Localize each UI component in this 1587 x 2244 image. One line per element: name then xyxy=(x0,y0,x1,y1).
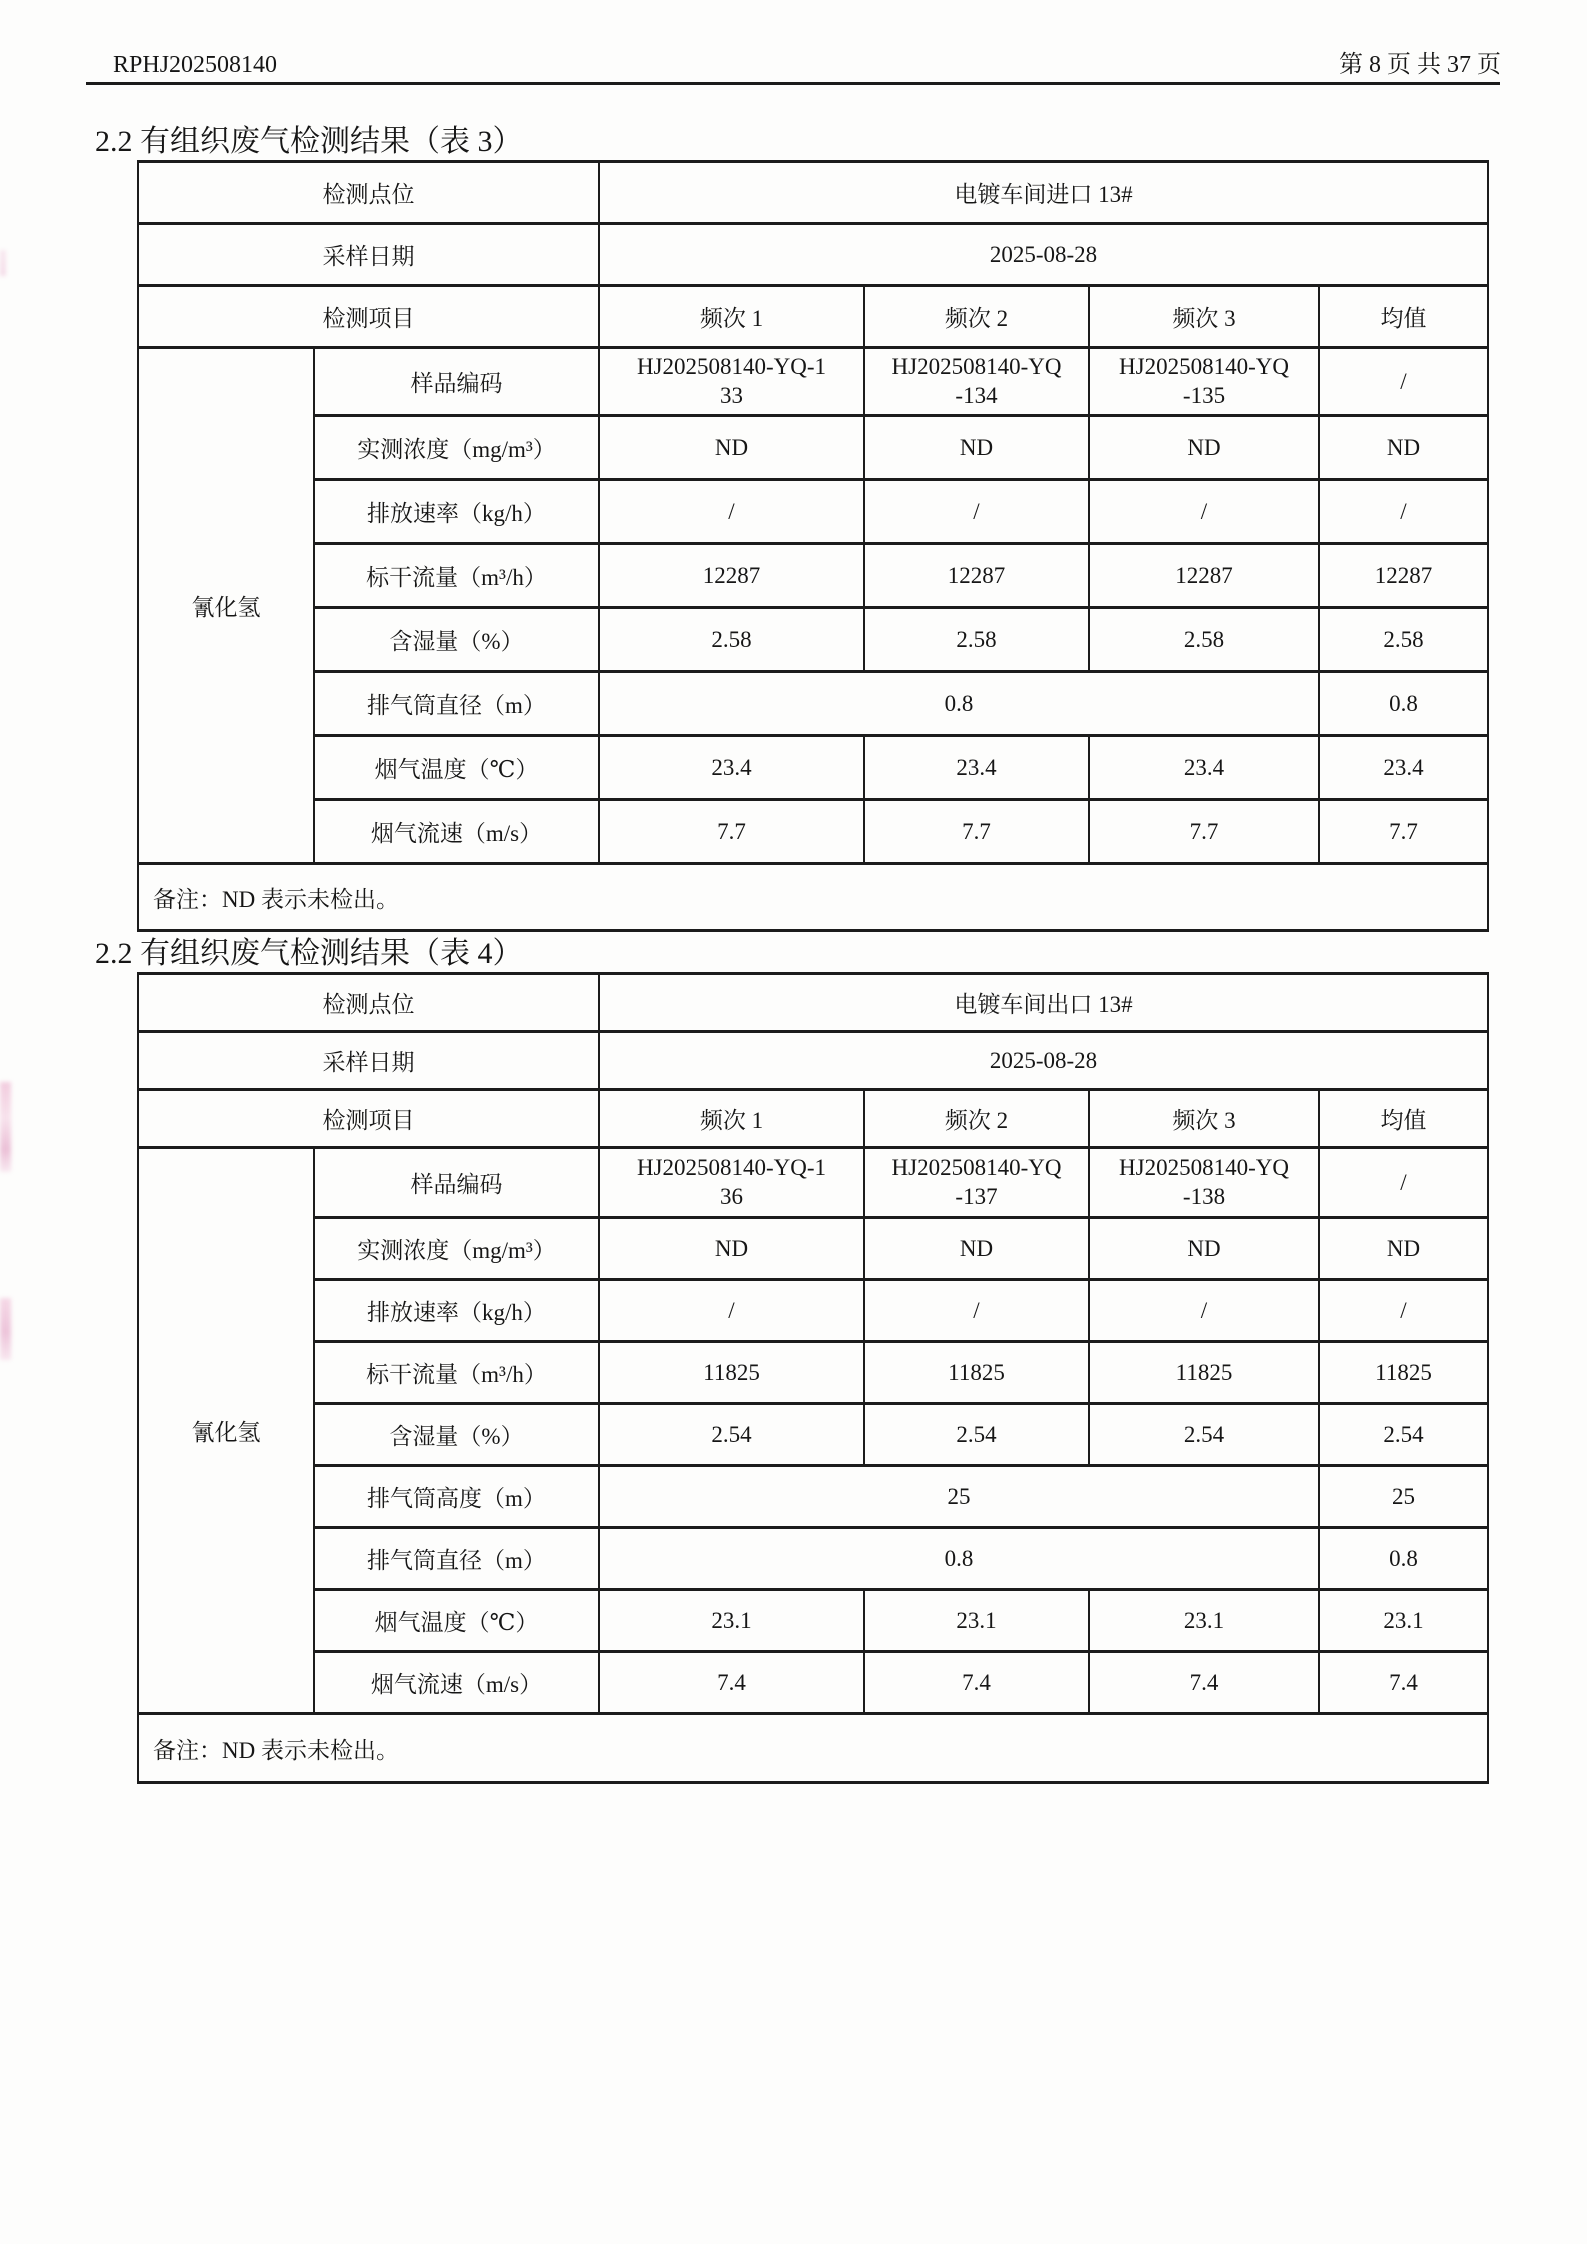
avg-value-cell: 7.7 xyxy=(1319,800,1488,864)
value-cell: / xyxy=(1089,480,1319,544)
value-cell xyxy=(864,348,1089,416)
param-label: 实测浓度（mg/m³） xyxy=(314,416,599,480)
group-label: 氰化氢 xyxy=(138,1148,314,1714)
param-label: 样品编码 xyxy=(314,348,599,416)
point-value: 电镀车间出口 13# xyxy=(599,974,1488,1032)
param-label: 排气筒直径（m） xyxy=(314,672,599,736)
param-label: 烟气温度（℃） xyxy=(314,736,599,800)
date-value: 2025-08-28 xyxy=(599,1032,1488,1090)
value-cell: 12287 xyxy=(864,544,1089,608)
param-row xyxy=(138,1342,1488,1404)
avg-value-cell: 25 xyxy=(1319,1466,1488,1528)
param-label: 烟气温度（℃） xyxy=(314,1590,599,1652)
param-label: 排气筒直径（m） xyxy=(314,1528,599,1590)
table-note: 备注：ND 表示未检出。 xyxy=(138,1714,1488,1783)
avg-value-cell: ND xyxy=(1319,1218,1488,1280)
value-cell: 2.58 xyxy=(599,608,864,672)
date-row xyxy=(138,1032,1488,1090)
row-label: 采样日期 xyxy=(138,224,599,286)
value-cell xyxy=(1089,1148,1319,1218)
value-cell: 7.7 xyxy=(1089,800,1319,864)
value-cell: ND xyxy=(599,416,864,480)
row-label: 检测点位 xyxy=(138,162,599,224)
value-cell: 2.58 xyxy=(864,608,1089,672)
freq-header: 频次 1 xyxy=(599,286,864,348)
value-cell xyxy=(1089,348,1319,416)
avg-value-cell: / xyxy=(1319,1148,1488,1218)
date-value: 2025-08-28 xyxy=(599,224,1488,286)
merged-value-cell: 0.8 xyxy=(599,1528,1319,1590)
param-row xyxy=(138,608,1488,672)
value-cell: 23.4 xyxy=(599,736,864,800)
sample-code: HJ202508140-YQ-133 xyxy=(636,353,827,408)
param-row xyxy=(138,1528,1488,1590)
param-row xyxy=(138,544,1488,608)
value-cell: 12287 xyxy=(599,544,864,608)
param-label: 含湿量（%） xyxy=(314,1404,599,1466)
value-cell: ND xyxy=(1089,416,1319,480)
avg-value-cell: 0.8 xyxy=(1319,1528,1488,1590)
freq-header: 频次 3 xyxy=(1089,1090,1319,1148)
sample-code: HJ202508140-YQ-134 xyxy=(891,353,1062,408)
value-cell: 2.54 xyxy=(1089,1404,1319,1466)
value-cell: 23.1 xyxy=(599,1590,864,1652)
avg-value-cell: 23.1 xyxy=(1319,1590,1488,1652)
value-cell: 7.7 xyxy=(864,800,1089,864)
date-row xyxy=(138,224,1488,286)
param-row xyxy=(138,1148,1488,1218)
value-cell xyxy=(599,348,864,416)
param-row xyxy=(138,800,1488,864)
freq-header: 频次 1 xyxy=(599,1090,864,1148)
value-cell: 23.4 xyxy=(864,736,1089,800)
monitoring-table-3 xyxy=(137,160,1489,932)
avg-header: 均值 xyxy=(1319,1090,1488,1148)
value-cell: 12287 xyxy=(1089,544,1319,608)
scan-artifact xyxy=(0,250,6,276)
value-cell: / xyxy=(864,1280,1089,1342)
value-cell: 2.54 xyxy=(599,1404,864,1466)
point-value: 电镀车间进口 13# xyxy=(599,162,1488,224)
group-label: 氰化氢 xyxy=(138,348,314,864)
scan-artifact xyxy=(0,1298,11,1360)
avg-header: 均值 xyxy=(1319,286,1488,348)
row-label: 检测项目 xyxy=(138,1090,599,1148)
value-cell: 11825 xyxy=(1089,1342,1319,1404)
header-rule xyxy=(86,82,1500,85)
value-cell: 7.4 xyxy=(864,1652,1089,1714)
param-row xyxy=(138,480,1488,544)
avg-value-cell: 23.4 xyxy=(1319,736,1488,800)
table-note: 备注：ND 表示未检出。 xyxy=(138,864,1488,931)
doc-number: RPHJ202508140 xyxy=(113,52,278,78)
freq-header: 频次 2 xyxy=(864,286,1089,348)
avg-value-cell: 7.4 xyxy=(1319,1652,1488,1714)
param-row xyxy=(138,1652,1488,1714)
value-cell xyxy=(599,1148,864,1218)
avg-value-cell: / xyxy=(1319,1280,1488,1342)
value-cell: 2.58 xyxy=(1089,608,1319,672)
merged-value-cell: 25 xyxy=(599,1466,1319,1528)
page-header xyxy=(113,44,1501,79)
sample-code: HJ202508140-YQ-136 xyxy=(636,1154,827,1209)
param-label: 实测浓度（mg/m³） xyxy=(314,1218,599,1280)
page-indicator: 第 8 页 共 37 页 xyxy=(1339,52,1501,78)
value-cell: 7.7 xyxy=(599,800,864,864)
value-cell: 23.4 xyxy=(1089,736,1319,800)
param-label: 排放速率（kg/h） xyxy=(314,1280,599,1342)
value-cell: 23.1 xyxy=(864,1590,1089,1652)
value-cell: ND xyxy=(864,1218,1089,1280)
merged-value-cell: 0.8 xyxy=(599,672,1319,736)
row-label: 检测点位 xyxy=(138,974,599,1032)
sample-code: HJ202508140-YQ-138 xyxy=(1119,1154,1289,1209)
value-cell: ND xyxy=(1089,1218,1319,1280)
param-label: 排放速率（kg/h） xyxy=(314,480,599,544)
param-row xyxy=(138,1280,1488,1342)
param-label: 烟气流速（m/s） xyxy=(314,1652,599,1714)
scan-artifact xyxy=(0,1082,11,1172)
freq-header: 频次 2 xyxy=(864,1090,1089,1148)
value-cell: / xyxy=(599,480,864,544)
value-cell: 11825 xyxy=(599,1342,864,1404)
value-cell: 7.4 xyxy=(599,1652,864,1714)
param-row xyxy=(138,1404,1488,1466)
param-row xyxy=(138,1590,1488,1652)
value-cell: ND xyxy=(599,1218,864,1280)
point-row xyxy=(138,974,1488,1032)
param-row xyxy=(138,416,1488,480)
avg-value-cell: 0.8 xyxy=(1319,672,1488,736)
section-title-table3: 2.2 有组织废气检测结果（表 3） xyxy=(95,125,523,158)
value-cell: 23.1 xyxy=(1089,1590,1319,1652)
param-label: 标干流量（m³/h） xyxy=(314,544,599,608)
freq-header: 频次 3 xyxy=(1089,286,1319,348)
avg-value-cell: 12287 xyxy=(1319,544,1488,608)
param-row xyxy=(138,348,1488,416)
row-label: 采样日期 xyxy=(138,1032,599,1090)
section-title-table4: 2.2 有组织废气检测结果（表 4） xyxy=(95,937,523,970)
avg-value-cell: ND xyxy=(1319,416,1488,480)
avg-value-cell: / xyxy=(1319,480,1488,544)
sample-code: HJ202508140-YQ-137 xyxy=(891,1154,1062,1209)
value-cell: ND xyxy=(864,416,1089,480)
sample-code: HJ202508140-YQ-135 xyxy=(1119,353,1289,408)
param-label: 样品编码 xyxy=(314,1148,599,1218)
avg-value-cell: 2.58 xyxy=(1319,608,1488,672)
note-row xyxy=(138,1714,1488,1783)
monitoring-table-4 xyxy=(137,972,1489,1784)
value-cell: 2.54 xyxy=(864,1404,1089,1466)
avg-value-cell: / xyxy=(1319,348,1488,416)
avg-value-cell: 2.54 xyxy=(1319,1404,1488,1466)
item-header-row xyxy=(138,286,1488,348)
note-row xyxy=(138,864,1488,931)
param-label: 含湿量（%） xyxy=(314,608,599,672)
value-cell xyxy=(864,1148,1089,1218)
value-cell: 11825 xyxy=(864,1342,1089,1404)
avg-value-cell: 11825 xyxy=(1319,1342,1488,1404)
value-cell: 7.4 xyxy=(1089,1652,1319,1714)
param-row xyxy=(138,1218,1488,1280)
param-row xyxy=(138,736,1488,800)
value-cell: / xyxy=(1089,1280,1319,1342)
param-label: 烟气流速（m/s） xyxy=(314,800,599,864)
value-cell: / xyxy=(864,480,1089,544)
point-row xyxy=(138,162,1488,224)
row-label: 检测项目 xyxy=(138,286,599,348)
param-label: 标干流量（m³/h） xyxy=(314,1342,599,1404)
param-label: 排气筒高度（m） xyxy=(314,1466,599,1528)
param-row xyxy=(138,672,1488,736)
value-cell: / xyxy=(599,1280,864,1342)
item-header-row xyxy=(138,1090,1488,1148)
param-row xyxy=(138,1466,1488,1528)
